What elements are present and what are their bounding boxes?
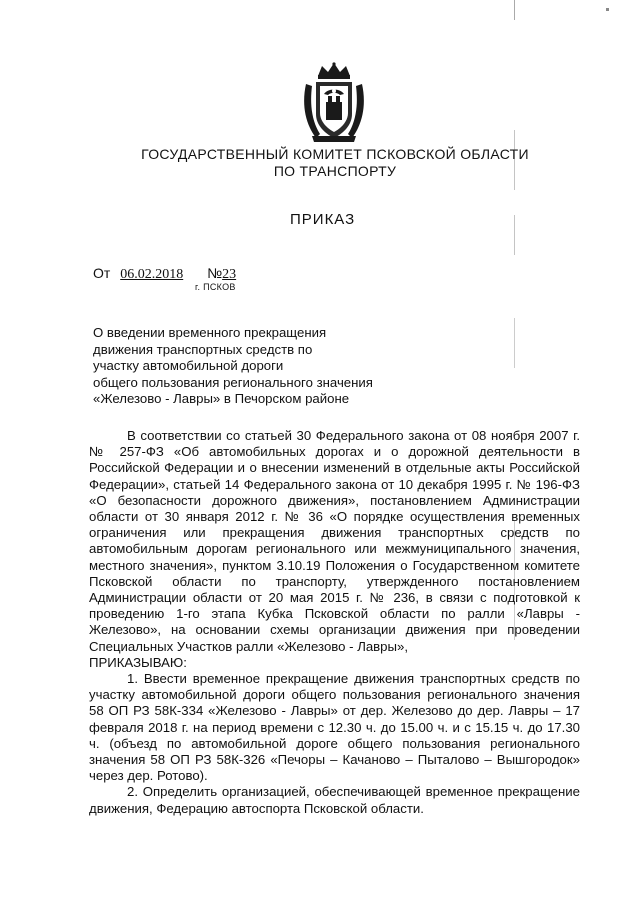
scan-artifact-line xyxy=(514,215,515,255)
from-label: От xyxy=(93,265,111,281)
document-subject xyxy=(93,325,453,408)
scan-artifact-line xyxy=(514,318,515,368)
subject-line: участку автомобильной дороги xyxy=(93,358,284,374)
number-label: № xyxy=(207,265,223,281)
scan-artifact-line xyxy=(514,0,515,20)
scan-artifact-line xyxy=(514,130,515,190)
document-date: 06.02.2018 xyxy=(120,267,184,282)
organization-name-line-1: ГОСУДАРСТВЕННЫЙ КОМИТЕТ ПСКОВСКОЙ ОБЛАСТИ xyxy=(141,146,529,162)
scan-artifact-line xyxy=(514,520,515,640)
scan-artifact-dot xyxy=(606,8,609,11)
subject-line: движения транспортных средств по xyxy=(93,341,313,357)
document-city: г. ПСКОВ xyxy=(195,282,236,292)
subject-line: О введении временного прекращения xyxy=(93,325,327,340)
subject-line: «Железово - Лавры» в Печорском районе xyxy=(93,391,350,407)
order-word: ПРИКАЗЫВАЮ: xyxy=(89,654,187,670)
coat-of-arms-emblem xyxy=(300,62,368,144)
order-item-1: 1. Ввести временное прекращение движения транспортных средств по участку автомобильной дороги общего пользования регионального значения 58 ОП РЗ 58К-334 «Железово - Лавры» от дер. Железово до дер. Лавры – 17 февраля 2018 г. на период времени с 12.30 ч. до 15.00 ч. и с 15.15 ч. до 17.30 ч. (объезд по автомобильной дороге общего пользования регионального значения 58 ОП РЗ 58К-326 «Печоры – Качаново – Пыталово – Вышгородок» через дер. Ротово). xyxy=(89,671,580,784)
document-type-title: ПРИКАЗ xyxy=(290,211,356,228)
document-number: 23 xyxy=(222,267,237,282)
subject-line: общего пользования регионального значения xyxy=(93,374,373,390)
document-date-number-row xyxy=(93,265,236,283)
order-item-2: 2. Определить организацией, обеспечивающей временное прекращение движения, Федерацию автоспорта Псковской области. xyxy=(89,784,580,816)
organization-name-line-2: ПО ТРАНСПОРТУ xyxy=(273,163,397,179)
document-body xyxy=(89,428,580,817)
preamble-paragraph: В соответствии со статьей 30 Федерального закона от 08 ноября 2007 г. № 257-ФЗ «Об автомобильных дорогах и о дорожной деятельности в Российской Федерации и о внесении изменений в отдельные акты Российской Федерации», статьей 14 Федерального закона от 10 декабря 1995 г. № 196-ФЗ «О безопасности дорожного движения», постановлением Администрации области от 30 января 2012 г. № 36 «О порядке осуществления временных ограничения или прекращения движения транспортных средств по автомобильным дорогам регионального или межмуниципального значения, местного значения», пунктом 3.10.19 Положения о Государственном комитете Псковской области по транспорту, утвержденного постановлением Администрации области от 20 мая 2015 г. № 236, в связи с подготовкой к проведению 1-го этапа Кубка Псковской области по ралли «Лавры - Железово», на основании схемы организации движения при проведении Специальных Участков ралли «Железово - Лавры», xyxy=(89,428,580,654)
organization-name xyxy=(110,146,560,180)
